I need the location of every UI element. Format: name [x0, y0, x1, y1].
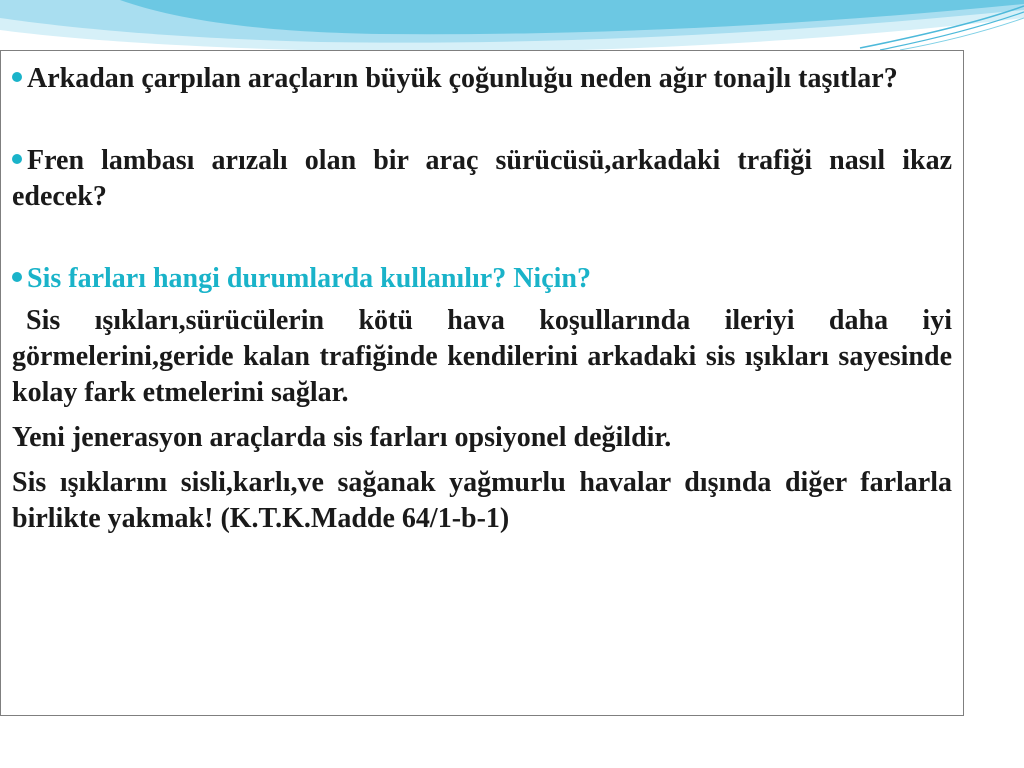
- answer-paragraph: Sis ışıkları,sürücülerin kötü hava koşullarında ileriyi daha iyi görmelerini,geride kalan trafiğinde kendilerini arkadaki sis ışıkları sayesinde kolay fark etmelerini sağlar.: [12, 305, 952, 408]
- answer-paragraph: Sis ışıklarını sisli,karlı,ve sağanak yağmurlu havalar dışında diğer farlarla birlikte yakmak! (K.T.K.Madde 64/1-b-1): [12, 467, 952, 534]
- bullet-icon: [12, 272, 22, 282]
- question-rear-collision: [12, 61, 952, 97]
- question-text: Sis farları hangi durumlarda kullanılır? Niçin?: [27, 263, 591, 294]
- question-text: Fren lambası arızalı olan bir araç sürücüsü,arkadaki trafiği nasıl ikaz edecek?: [12, 145, 952, 212]
- bullet-icon: [12, 154, 22, 164]
- question-text: Arkadan çarpılan araçların büyük çoğunluğu neden ağır tonajlı taşıtlar?: [27, 63, 898, 94]
- content-box: [0, 50, 964, 716]
- question-brake-light: [12, 143, 952, 215]
- question-fog-lights: [12, 261, 952, 297]
- bullet-icon: [12, 72, 22, 82]
- answer-paragraph: Yeni jenerasyon araçlarda sis farları opsiyonel değildir.: [12, 422, 672, 453]
